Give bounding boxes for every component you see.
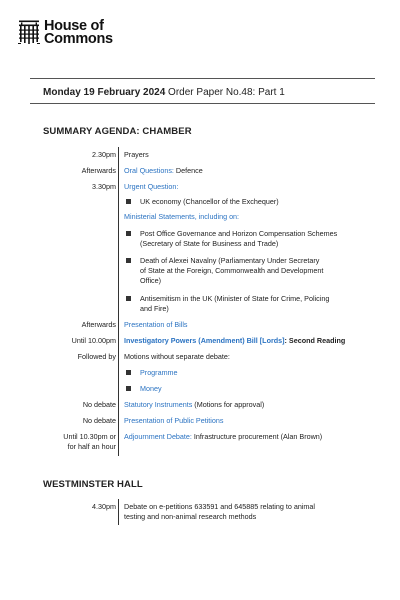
time-investigatory-powers: Until 10.00pm (71, 336, 116, 345)
item-prayers: Prayers (124, 150, 149, 159)
logo-line-2: Commons (44, 30, 113, 47)
investigatory-powers-bill-link[interactable]: Investigatory Powers (Amendment) Bill [Lords] (124, 336, 285, 345)
time-presentation-of-bills: Afterwards (81, 320, 116, 329)
time-oral-questions: Afterwards (81, 166, 116, 175)
time-motions: Followed by (77, 352, 116, 361)
westminster-timeline-rule (118, 499, 119, 525)
bullet-money (126, 386, 131, 391)
time-westminster-debate: 4.30pm (92, 502, 116, 511)
order-paper-date: Monday 19 February 2024 (43, 87, 166, 98)
header-rule-top (30, 78, 375, 79)
time-adjournment-l1: Until 10.30pm or (63, 432, 116, 441)
westminster-hall-heading: WESTMINSTER HALL (43, 479, 143, 490)
item-westminster-debate-l1: Debate on e-petitions 633591 and 645885 relating to animal (124, 502, 316, 511)
header-rule-bottom (30, 103, 375, 104)
investigatory-powers-stage: : Second Reading (284, 336, 346, 345)
logo-line-1: House of (44, 18, 104, 34)
bullet-antisemitism (126, 296, 131, 301)
order-paper-number: Order Paper No.48: Part 1 (165, 87, 285, 98)
statutory-instruments-link[interactable]: Statutory Instruments (124, 400, 193, 409)
chamber-heading: SUMMARY AGENDA: CHAMBER (43, 126, 192, 137)
bullet-programme (126, 370, 131, 375)
presentation-of-bills-link[interactable]: Presentation of Bills (124, 320, 188, 329)
item-motions: Motions without separate debate: (124, 352, 230, 361)
item-adjournment (124, 432, 322, 442)
bullet-post-office (126, 231, 131, 236)
adjournment-debate-link[interactable]: Adjournment Debate: (124, 432, 192, 441)
public-petitions-link[interactable]: Presentation of Public Petitions (124, 416, 224, 425)
money-motion-link[interactable]: Money (140, 384, 162, 393)
item-navalny-l1: Death of Alexei Navalny (Parliamentary Under Secretary (140, 256, 320, 265)
item-investigatory-powers (124, 336, 345, 346)
time-urgent-question: 3.30pm (92, 182, 116, 191)
oral-questions-dept: Defence (173, 166, 203, 175)
statutory-instruments-note: (Motions for approval) (192, 400, 265, 409)
urgent-question-link[interactable]: Urgent Question: (124, 182, 179, 191)
item-statutory-instruments (124, 400, 264, 410)
item-westminster-debate-l2: testing and non-animal research methods (124, 512, 257, 521)
bullet-uk-economy (126, 199, 131, 204)
time-prayers: 2.30pm (92, 150, 116, 159)
chamber-timeline-rule (118, 147, 119, 456)
programme-motion-link[interactable]: Programme (140, 368, 178, 377)
item-post-office-l1: Post Office Governance and Horizon Compensation Schemes (140, 229, 338, 238)
order-paper-title (43, 87, 285, 98)
item-oral-questions (124, 166, 203, 176)
item-antisemitism-l2: and Fire) (140, 304, 169, 313)
oral-questions-link[interactable]: Oral Questions: (124, 166, 174, 175)
adjournment-topic: Infrastructure procurement (Alan Brown) (191, 432, 323, 441)
item-post-office-l2: (Secretary of State for Business and Trade) (140, 239, 279, 248)
time-statutory-instruments: No debate (82, 400, 116, 409)
portcullis-icon (18, 20, 40, 46)
time-public-petitions: No debate (82, 416, 116, 425)
item-navalny-l3: Office) (140, 276, 162, 285)
item-uk-economy: UK economy (Chancellor of the Exchequer) (140, 197, 279, 206)
item-navalny-l2: of State at the Foreign, Commonwealth and Development (140, 266, 324, 275)
time-adjournment-l2: for half an hour (67, 442, 116, 451)
bullet-navalny (126, 258, 131, 263)
item-antisemitism-l1: Antisemitism in the UK (Minister of State for Crime, Policing (140, 294, 330, 303)
ministerial-statements-link[interactable]: Ministerial Statements, including on: (124, 212, 240, 221)
house-of-commons-logo (18, 20, 113, 46)
